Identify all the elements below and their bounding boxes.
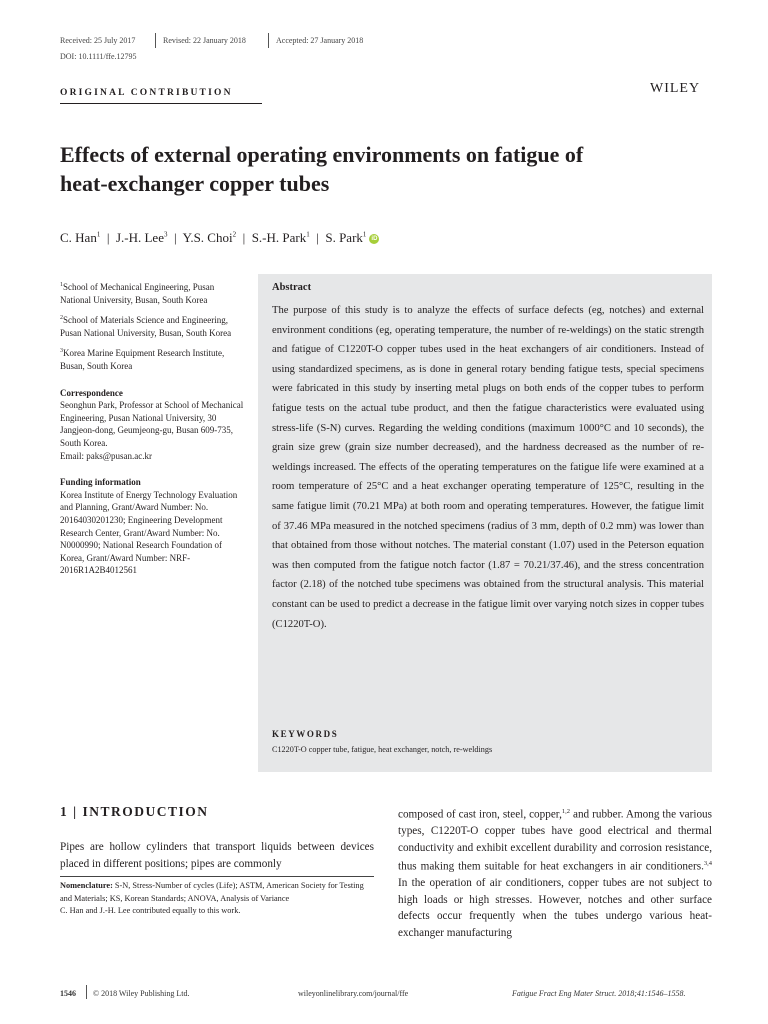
- footnote-rule: [60, 876, 374, 877]
- author-separator: |: [103, 230, 113, 245]
- footer-divider: [86, 985, 87, 999]
- journal-url[interactable]: wileyonlinelibrary.com/journal/ffe: [298, 989, 409, 998]
- correspondence-email[interactable]: Email: paks@pusan.ac.kr: [60, 450, 153, 461]
- affiliation: $^2$School of Materials Science and Engineering, Pusan National University, Busan, South Korea: [60, 315, 232, 338]
- abstract-box: [258, 274, 712, 772]
- correspondence-text: Seonghun Park, Professor at School of Mechanical Engineering, Pusan National University, 30 Jangjeon-dong, Geumjeong-gu, Busan 609-735, South Korea.: [60, 400, 244, 448]
- title-line: heat-exchanger copper tubes: [60, 171, 330, 196]
- contribution-note: C. Han and J.-H. Lee contributed equally to this work.: [60, 906, 241, 915]
- author-affil-sup: 1: [362, 230, 367, 239]
- keywords-text: C1220T-O copper tube, fatigue, heat exchanger, notch, re-weldings: [272, 745, 493, 754]
- author-affil-sup: 1: [306, 230, 310, 239]
- citation[interactable]: 3,4: [703, 860, 712, 868]
- nomenclature-text: Nomenclature: S-N, Stress-Number of cycles (Life); ASTM, American Society for Testing and Materials; KS, Korean Standards; ANOVA, Analysis of Variance: [60, 881, 364, 903]
- affiliation: $^1$School of Mechanical Engineering, Pusan National University, Busan, South Korea: [60, 282, 215, 305]
- accepted-date: Accepted: 27 January 2018: [276, 36, 364, 45]
- author-affil-sup: 3: [163, 230, 168, 239]
- funding-text: Korea Institute of Energy Technology Evaluation and Planning, Grant/Award Number: No. 20164030201230; Engineering Development Research Center, Grant/Award Number: No. N0000990; National Research Foundation of Korea, Grant/Award Number: NRF-2016R1A2B4012561: [60, 489, 238, 576]
- section-underline: [60, 103, 262, 104]
- intro-left-paragraph: Pipes are hollow cylinders that transport liquids between devices placed in different positions; pipes are commonly: [60, 841, 374, 870]
- author-separator: |: [239, 230, 249, 245]
- author-name[interactable]: C. Han: [60, 230, 97, 245]
- affiliation: $^3$Korea Marine Equipment Research Institute, Busan, South Korea: [60, 348, 225, 371]
- received-date: Received: 25 July 2017: [60, 36, 136, 45]
- citation[interactable]: 1,2: [561, 808, 571, 815]
- title-line: Effects of external operating environments on fatigue of: [60, 142, 584, 167]
- header-divider: [268, 33, 269, 48]
- article-title: [60, 140, 720, 198]
- correspondence-heading: Correspondence: [60, 387, 123, 398]
- author-name[interactable]: Y.S. Choi: [182, 230, 233, 245]
- doi[interactable]: DOI: 10.1111/ffe.12795: [60, 52, 137, 61]
- keywords-heading: KEYWORDS: [272, 729, 339, 739]
- author-name[interactable]: J.-H. Lee: [115, 230, 164, 245]
- author-separator: |: [170, 230, 180, 245]
- author-affil-sup: 2: [232, 230, 237, 239]
- revised-date: Revised: 22 January 2018: [163, 36, 246, 45]
- publisher-logo: WILEY: [650, 81, 701, 96]
- author-list: [60, 230, 379, 246]
- author-name[interactable]: S.-H. Park: [251, 230, 307, 245]
- header-divider: [155, 33, 156, 48]
- page-number: 1546: [60, 989, 76, 998]
- abstract-text: The purpose of this study is to analyze the effects of surface defects (eg, notches) and external environment conditions (eg, operating temperature, the number of re-weldings) on the static strength and fatigue of C1220T-O copper tubes used in the heat exchangers of air conditioners. Instead of using standardized specimens, as is done in general rotary bending fatigue tests, special specimens were fabricated in this study by inserting metal plugs on both ends of the copper tubes to perform fatigue tests on the actual tube product, and then the fatigue characteristics were evaluated using stress-life (S-N) curves. Regarding the welding conditions (maximum 1000°C and 10 seconds), the grain size grew (grain size number decreased), and the hardness decreased as the number of re-weldings increased. The effects of the operating temperatures on the fatigue life were examined at a room temperature of 25°C and a heat exchanger operating temperature of 125°C, resulting in the same fatigue limit (70.21 MPa) at both room and operating temperatures. However, the fatigue limit of 37.46 MPa measured in the notched specimens (radius of 3 mm, depth of 0.2 mm) was lower than that obtained from those without notches. The material constant (1.07) used in the Peterson equation was then computed from the fatigue notch factor (1.87 = 70.21/37.46), and the stress concentration factor (2.18) of the notched tube specimens was obtained from the structural analysis. This material constant can be used to predict a decrease in the fatigue limit over varying notch sizes in copper tubes (C1220T-O).: [272, 305, 704, 630]
- abstract-heading: Abstract: [272, 282, 312, 293]
- introduction-heading: 1 | INTRODUCTION: [60, 804, 209, 819]
- intro-right-paragraph: composed of cast iron, steel, copper,$^{1,2}$ and rubber. Among the various types, C1220T-O copper tubes have good electrical and thermal conductivity and exhibit excellent durability and corrosion resistance, thus making them suitable for heat exchangers in air conditioners.$^{3,4}$ In the operation of air conditioners, copper tubes are not subject to high loads or high stresses. However, notches and other surface defects occur frequently when the tubes undergo various heat-exchanger manufacturing: [398, 808, 712, 939]
- author-separator: |: [312, 230, 323, 245]
- funding-heading: Funding information: [60, 477, 141, 488]
- nomenclature: [60, 880, 374, 918]
- journal-citation: Fatigue Fract Eng Mater Struct. 2018;41:1546–1558.: [512, 989, 686, 998]
- copyright: © 2018 Wiley Publishing Ltd.: [93, 989, 190, 998]
- left-sidebar: [60, 279, 246, 577]
- author-name[interactable]: S. Park: [325, 230, 363, 245]
- orcid-icon[interactable]: iD: [371, 236, 378, 242]
- section-label: ORIGINAL CONTRIBUTION: [60, 88, 233, 98]
- author-affil-sup: 1: [96, 230, 101, 239]
